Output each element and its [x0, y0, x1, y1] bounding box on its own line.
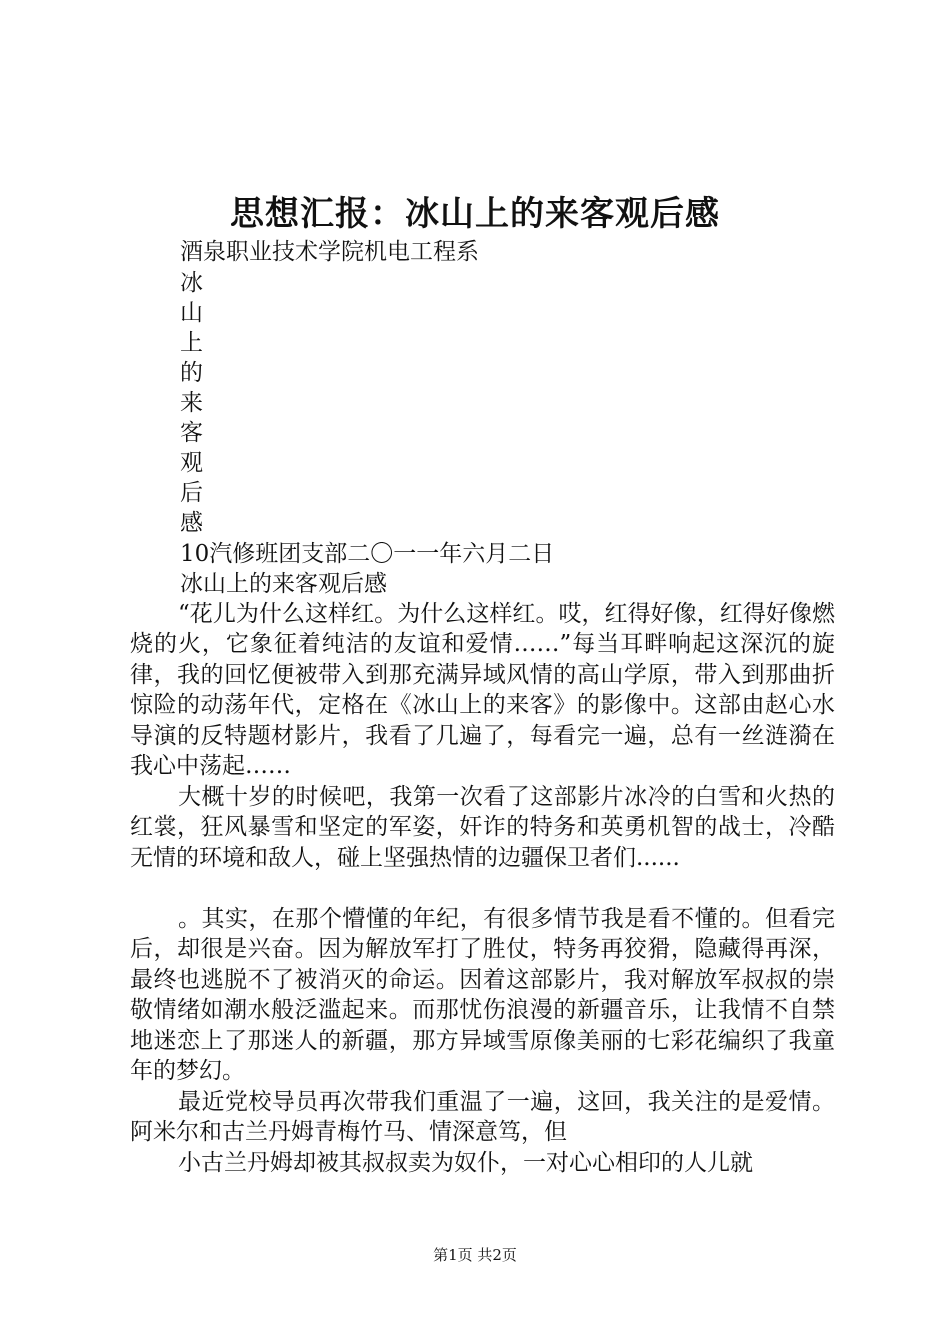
body-paragraph: 。其实，在那个懵懂的年纪，有很多情节我是看不懂的。但看完后，却很是兴奋。因为解放军打了胜仗，特务再狡猾，隐藏得再深，最终也逃脱不了被消灭的命运。因着这部影片，我对解放军叔叔的崇敬情绪如潮水般泛滥起来。而那忧伤浪漫的新疆音乐，让我情不自禁地迷恋上了那迷人的新疆，那方异域雪原像美丽的七彩花编织了我童年的梦幻。 — [130, 906, 835, 1085]
document-title: 思想汇报：冰山上的来客观后感 — [230, 194, 720, 234]
subtitle: 冰山上的来客观后感 — [180, 571, 387, 597]
body-paragraph: 小古兰丹姆却被其叔叔卖为奴仆，一对心心相印的人儿就 — [178, 1150, 753, 1176]
vertical-title-char: 的 — [180, 360, 203, 386]
vertical-title-char: 上 — [180, 330, 203, 356]
vertical-title-char: 观 — [180, 450, 203, 476]
body-paragraph: 大概十岁的时候吧，我第一次看了这部影片冰冷的白雪和火热的红裳，狂风暴雪和坚定的军姿，奸诈的特务和英勇机智的战士，冷酷无情的环境和敌人，碰上坚强热情的边疆保卫者们...... — [130, 784, 835, 871]
page-footer: 第1页 共2页 — [433, 1246, 517, 1264]
body-paragraph: “花儿为什么这样红。为什么这样红。哎，红得好像，红得好像燃烧的火，它象征着纯洁的友谊和爱情……”每当耳畔响起这深沉的旋律，我的回忆便被带入到那充满异域风情的高山学原，带入到那曲折惊险的动荡年代，定格在《冰山上的来客》的影像中。这部由赵心水导演的反特题材影片，我看了几遍了，每看完一遍，总有一丝涟漪在我心中荡起…… — [130, 601, 835, 780]
vertical-title-char: 客 — [180, 420, 203, 446]
body-paragraph: 最近党校导员再次带我们重温了一遍，这回，我关注的是爱情。阿米尔和古兰丹姆青梅竹马、情深意笃，但 — [130, 1089, 835, 1146]
vertical-title-char: 冰 — [180, 270, 203, 296]
vertical-title-char: 来 — [180, 390, 203, 416]
department-line: 酒泉职业技术学院机电工程系 — [180, 239, 479, 265]
vertical-title-char: 后 — [180, 480, 203, 506]
vertical-title-char: 山 — [180, 300, 203, 326]
byline: 10汽修班团支部二〇一一年六月二日 — [180, 541, 555, 567]
vertical-title-char: 感 — [180, 510, 203, 536]
